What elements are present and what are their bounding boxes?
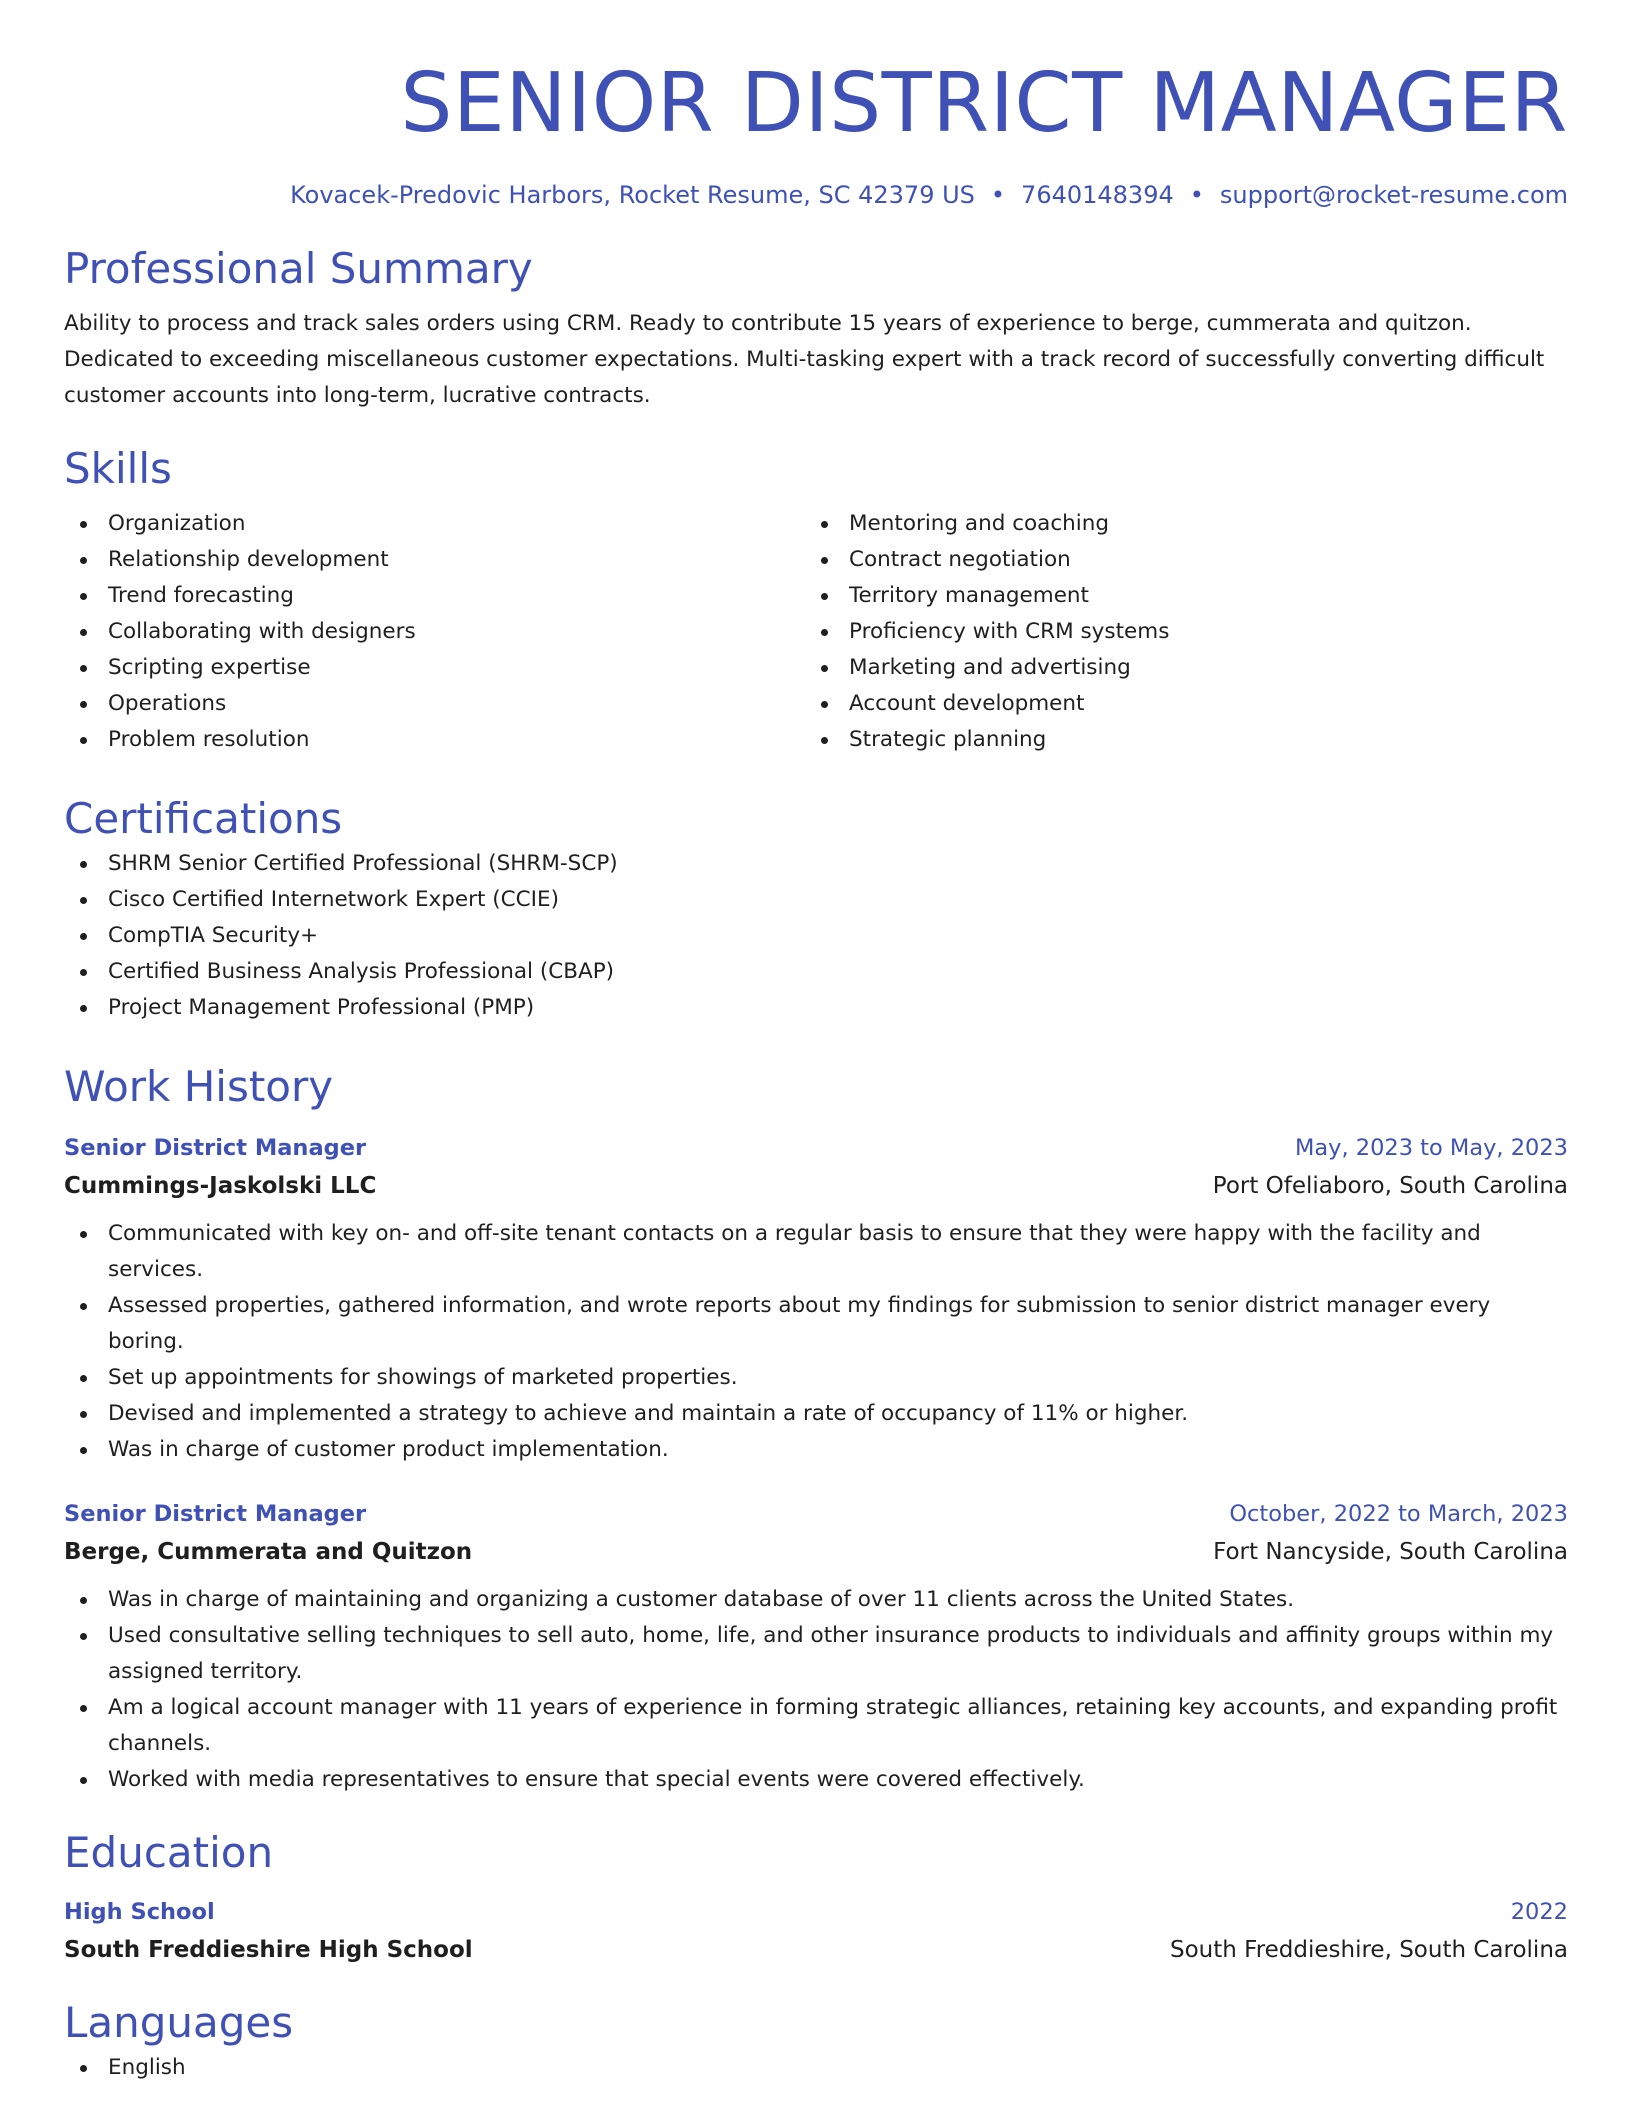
education-school-row [64,1930,1568,1970]
languages-list [64,2050,1568,2086]
section-title-summary: Professional Summary [64,244,533,293]
section-title-languages: Languages [64,1998,294,2047]
job-duty-item: Used consultative selling techniques to sell auto, home, life, and other insurance products to individuals and affinity groups within my assigned territory. [64,1618,1568,1690]
job-duty-item: Was in charge of maintaining and organizing a customer database of over 11 clients across the United States. [64,1582,1568,1618]
job-location: Port Ofeliaboro, South Carolina [1212,1173,1568,1199]
section-title-certifications: Certifications [64,794,343,843]
skills-list-right [805,506,1546,758]
job-header-row [64,1496,1568,1532]
skill-item: Marketing and advertising [805,650,1546,686]
job-location: Fort Nancyside, South Carolina [1213,1539,1568,1565]
job-entry [64,1130,1568,1468]
job-duty-item: Communicated with key on- and off-site tenant contacts on a regular basis to ensure that they were happy with the facility and services. [64,1216,1568,1288]
job-duty-item: Devised and implemented a strategy to achieve and maintain a rate of occupancy of 11% or higher. [64,1396,1568,1432]
skills-list-left [64,506,805,758]
certification-item: Certified Business Analysis Professional (CBAP) [64,954,1568,990]
education-location: South Freddieshire, South Carolina [1169,1937,1568,1963]
skill-item: Trend forecasting [64,578,805,614]
education-year: 2022 [1510,1899,1568,1925]
resume-name: SENIOR DISTRICT MANAGER [400,56,1568,151]
language-item: English [64,2050,1568,2086]
job-duties-list [64,1216,1568,1468]
job-company-row [64,1532,1568,1572]
contact-line [64,178,1568,212]
job-duty-item: Was in charge of customer product implementation. [64,1432,1568,1468]
section-title-skills: Skills [64,444,172,493]
education-school: South Freddieshire High School [64,1937,473,1963]
contact-separator: • [1189,181,1204,209]
section-title-education: Education [64,1828,274,1877]
skill-item: Operations [64,686,805,722]
job-company: Cummings-Jaskolski LLC [64,1173,377,1199]
job-company: Berge, Cummerata and Quitzon [64,1539,473,1565]
certification-item: Cisco Certified Internetwork Expert (CCIE) [64,882,1568,918]
contact-phone: 7640148394 [1021,181,1174,209]
education-degree: High School [64,1899,215,1925]
skill-item: Account development [805,686,1546,722]
job-duty-item: Assessed properties, gathered information, and wrote reports about my findings for submission to senior district manager every boring. [64,1288,1568,1360]
job-title: Senior District Manager [64,1501,367,1527]
job-dates: May, 2023 to May, 2023 [1294,1135,1568,1161]
education-header-row [64,1894,1568,1930]
job-company-row [64,1166,1568,1206]
skill-item: Problem resolution [64,722,805,758]
job-header-row [64,1130,1568,1166]
contact-address: Kovacek-Predovic Harbors, Rocket Resume, SC 42379 US [290,181,975,209]
job-entry [64,1496,1568,1798]
summary-text: Ability to process and track sales orders using CRM. Ready to contribute 15 years of experience to berge, cummerata and quitzon. Dedicated to exceeding miscellaneous customer expectations. Multi-tasking expert with a track record of successfully converting difficult customer accounts into long-term, lucrative contracts. [64,311,1545,408]
job-duty-item: Set up appointments for showings of marketed properties. [64,1360,1568,1396]
education-entry [64,1894,1568,1970]
certification-item: CompTIA Security+ [64,918,1568,954]
job-duty-item: Am a logical account manager with 11 years of experience in forming strategic alliances, retaining key accounts, and expanding profit channels. [64,1690,1568,1762]
certification-item: Project Management Professional (PMP) [64,990,1568,1026]
skills-columns [64,506,1568,758]
job-duties-list [64,1582,1568,1798]
skill-item: Territory management [805,578,1546,614]
skill-item: Contract negotiation [805,542,1546,578]
skill-item: Collaborating with designers [64,614,805,650]
skill-item: Proficiency with CRM systems [805,614,1546,650]
skill-item: Relationship development [64,542,805,578]
job-dates: October, 2022 to March, 2023 [1229,1501,1568,1527]
contact-separator: • [990,181,1006,209]
section-title-work-history: Work History [64,1062,334,1111]
certification-item: SHRM Senior Certified Professional (SHRM-SCP) [64,846,1568,882]
skill-item: Strategic planning [805,722,1546,758]
skill-item: Scripting expertise [64,650,805,686]
job-duty-item: Worked with media representatives to ensure that special events were covered effectively. [64,1762,1568,1798]
skill-item: Organization [64,506,805,542]
job-title: Senior District Manager [64,1135,367,1161]
skill-item: Mentoring and coaching [805,506,1546,542]
contact-email[interactable]: support@rocket-resume.com [1219,181,1568,209]
certifications-list [64,846,1568,1026]
